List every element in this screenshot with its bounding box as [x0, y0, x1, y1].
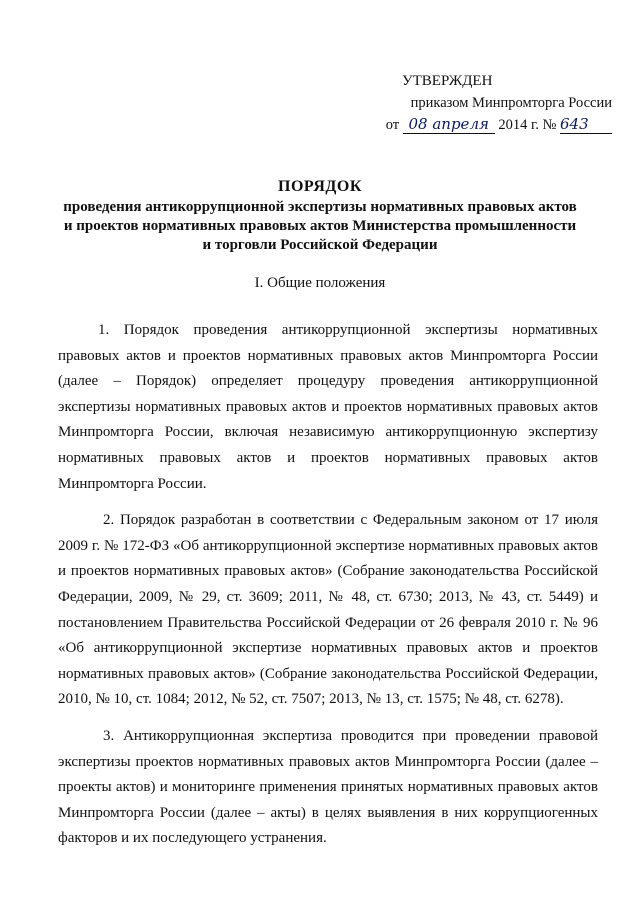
handwritten-date: 08 апреля	[403, 116, 495, 134]
section-title: I. Общие положения	[254, 275, 386, 291]
document-heading	[60, 176, 580, 255]
document-subtitle: проведения антикоррупционной экспертизы нормативных правовых актов и проектов нормативных правовых актов Министерства промышленности и торговли Российской Федерации	[63, 199, 577, 253]
approval-order-line: приказом Минпромторга России	[410, 95, 612, 111]
approval-title: УТВЕРЖДЕН	[402, 73, 493, 89]
year-number-label: 2014 г. №	[498, 117, 557, 133]
paragraph-3: 3. Антикоррупционная экспертиза проводится при проведении правовой экспертизы проектов нормативных правовых актов Минпромторга России (далее – проекты актов) и мониторинге применения принятых нормативных правовых актов Минпромторга России (далее – акты) в целях выявления в них коррупциогенных факторов и их последующего устранения.	[58, 727, 598, 847]
document-body	[58, 318, 598, 863]
approval-stamp	[352, 70, 612, 136]
paragraph-2: 2. Порядок разработан в соответствии с Федеральным законом от 17 июля 2009 г. № 172-ФЗ «Об антикоррупционной экспертизе нормативных правовых актов и проектов нормативных правовых актов» (Собрание законодательства Российской Федерации, 2009, № 29, ст. 3609; 2011, № 48, ст. 6730; 2013, № 43, ст. 5449) и постановлением Правительства Российской Федерации от 26 февраля 2010 г. № 96 «Об антикоррупционной экспертизе нормативных правовых актов и проектов нормативных правовых актов» (Собрание законодательства Российской Федерации, 2010, № 10, ст. 1084; 2012, № 52, ст. 7507; 2013, № 13, ст. 1575; № 48, ст. 6278).	[58, 512, 598, 708]
date-prefix: от	[385, 117, 400, 133]
approval-date-line	[352, 114, 612, 136]
handwritten-number: 643	[560, 116, 612, 134]
paragraph-1: 1. Порядок проведения антикоррупционной экспертизы нормативных правовых актов и проектов нормативных правовых актов Минпромторга России (далее – Порядок) определяет процедуру проведения антикоррупционной экспертизы нормативных правовых актов и проектов нормативных правовых актов Минпромторга России, включая независимую антикоррупционную экспертизу нормативных правовых актов и проектов нормативных правовых актов Минпромторга России.	[58, 322, 598, 492]
document-title: ПОРЯДОК	[278, 178, 362, 195]
